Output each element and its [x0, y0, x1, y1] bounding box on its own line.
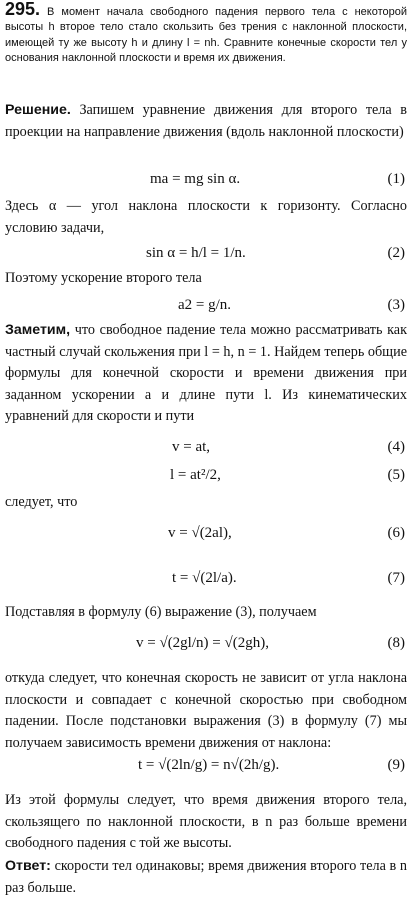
equation-3: [0, 288, 415, 322]
equation-8: [0, 622, 415, 664]
paragraph-time: Из этой формулы следует, что время движения второго тела, скользящего по наклонной плоскости, в n раз больше времени свободного падения с той же высоты.: [5, 792, 407, 851]
equation-7-text: t = √(2l/a).: [172, 569, 237, 586]
equation-2-text: sin α = h/l = 1/n.: [146, 244, 246, 261]
equation-5-text: l = at²/2,: [170, 466, 221, 483]
solution-intro-text: Запишем уравнение движения для второго тела в проекции на направление движения (вдоль наклонной плоскости): [5, 102, 407, 140]
equation-9-number: (9): [387, 756, 405, 773]
equation-5: [0, 458, 415, 492]
paragraph-substitute: Подставляя в формулу (6) выражение (3), получаем: [5, 604, 317, 620]
answer-text: скорости тел одинаковы; время движения второго тела в n раз больше.: [5, 858, 407, 896]
equation-2-number: (2): [387, 244, 405, 261]
note-text: что свободное падение тела можно рассматривать как частный случай скольжения при l = h, n = 1. Найдем теперь общие формулы для конечной скорости и времени движения при заданном ускорении a и длине пути l. Из кинематических уравнений для скорости и пути: [5, 322, 407, 424]
equation-1: [0, 162, 415, 196]
equation-6-number: (6): [387, 524, 405, 541]
equation-7-number: (7): [387, 569, 405, 586]
equation-1-formula: [150, 162, 240, 196]
problem-number: 295.: [5, 0, 41, 19]
answer-label: Ответ:: [5, 858, 51, 874]
equation-8-number: (8): [387, 634, 405, 651]
paragraph-acceleration: Поэтому ускорение второго тела: [5, 270, 202, 286]
equation-6-text: v = √(2al),: [168, 524, 232, 541]
answer-block: [5, 856, 407, 899]
problem-text: В момент начала свободного падения первого тела с некоторой высоты h второе тело стало скользить без трения с наклонной плоскости, имеющей ту же высоту h и длину l = nh. Сравните конечные скорости тел у основания наклонной плоскости и время их движения.: [5, 6, 407, 64]
equation-1-number: (1): [387, 170, 405, 187]
equation-5-number: (5): [387, 466, 405, 483]
problem-statement: [5, 2, 407, 66]
note-label: Заметим,: [5, 322, 71, 338]
equation-3-text: a2 = g/n.: [178, 296, 232, 313]
equation-8-text: v = √(2gl/n) = √(2gh),: [136, 634, 269, 651]
equation-4-text: v = at,: [172, 438, 211, 455]
solution-intro: [5, 100, 407, 143]
paragraph-alpha: Здесь α — угол наклона плоскости к горизонту. Согласно условию задачи,: [5, 198, 407, 236]
paragraph-note: [5, 320, 407, 428]
paragraph-conclusion: откуда следует, что конечная скорость не зависит от угла наклона плоскости и совпадает с конечной скоростью при свободном падении. После подстановки выражения (3) в формулу (7) мы получаем зависимость времени движения от наклона:: [5, 670, 407, 751]
equation-7: [0, 558, 415, 598]
equation-9: [0, 744, 415, 786]
equation-9-text: t = √(2ln/g) = n√(2h/g).: [138, 756, 280, 773]
equation-6: [0, 516, 415, 550]
equation-4-number: (4): [387, 438, 405, 455]
equation-3-number: (3): [387, 296, 405, 313]
solution-label: Решение.: [5, 102, 71, 118]
paragraph-follows: следует, что: [5, 494, 78, 510]
equation-2: [0, 236, 415, 270]
equation-1-text: ma = mg sin α.: [150, 170, 241, 187]
